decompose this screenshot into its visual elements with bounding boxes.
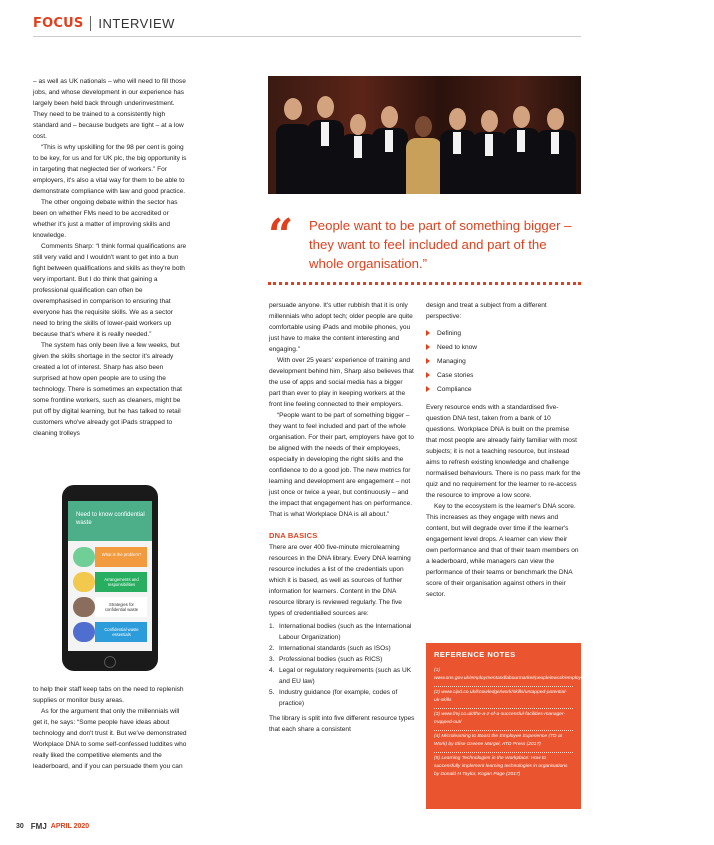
- list-item: Defining: [426, 326, 581, 340]
- bullet-icon: [426, 386, 430, 392]
- category-label: INTERVIEW: [98, 15, 175, 31]
- item-icon: [73, 597, 95, 617]
- reference-item: (1) www.ons.gov.uk/employmentandlabourmarket/peopleinwork/employmentandemployeetypes/bulletins/uklabourmarket/august2019: [434, 665, 573, 687]
- paragraph: The library is split into five different resource types that each share a consistent: [269, 715, 415, 733]
- reference-item: (5) Learning Technologies in the Workplace: How to successfully implement learning technologies in organisations by Donald H Taylor, Kogan Page (2017): [434, 756, 568, 777]
- bullet-icon: [426, 358, 430, 364]
- header-divider: [90, 16, 91, 31]
- item-label: What is the problem?: [95, 547, 147, 567]
- reference-notes-title: REFERENCE NOTES: [434, 650, 516, 659]
- phone-screen: [68, 501, 152, 651]
- subheading: DNA BASICS: [269, 531, 318, 540]
- quote-mark-icon: “: [268, 210, 294, 261]
- list-item: 2. International standards (such as ISOs): [269, 645, 391, 652]
- paragraph: – as well as UK nationals – who will need to fill those jobs, and whose development in our experience has largely been held back through underinvestment. They need to be trained to a consistently high standard and – because budgets are tight – at a low cost.: [33, 78, 186, 140]
- section-label: FOCUS: [33, 15, 84, 31]
- paragraph: With over 25 years' experience of training and development behind him, Sharp also believes that the use of apps and social media has a bigger part than ever to play in keeping workers at the front line feeling connected to their employers.: [269, 357, 414, 408]
- screen-item: [73, 622, 147, 642]
- section-header: [33, 14, 175, 32]
- column-3: [426, 300, 581, 600]
- paragraph: to help their staff keep tabs on the need to replenish supplies or monitor busy areas.: [33, 686, 184, 704]
- pull-quote-rule: [268, 282, 581, 285]
- column-1-top: [33, 76, 187, 439]
- bullet-icon: [426, 372, 430, 378]
- reference-item: (2) www.cipd.co.uk/knowledge/work/skills/untapped-potential-uk-skills: [434, 687, 573, 709]
- paragraph: “People want to be part of something bigger – they want to feel included and part of the whole organisation. For their part, employers have got to be aligned with the needs of their employees, especially in developing the right skills and the confidence to do a good job. The new metrics for learning and development are engagement – not just once or twice a year, but continuously – and the impact that engagement has on performance. That is what Workplace DNA is all about.”: [269, 412, 414, 518]
- list-item: 3. Professional bodies (such as RICS): [269, 656, 383, 663]
- item-label: Arrangements and responsibilities: [95, 572, 147, 592]
- list-item: 1. International bodies (such as the International Labour Organization): [269, 623, 412, 641]
- header-rule: [33, 36, 581, 37]
- paragraph: “This is why upskilling for the 98 per cent is going to be key, for us and for UK plc, the big opportunity is in targeting that neglected tier of workers.” For employers, it's also a vital way for them to be able to demonstrate compliance with law and good practice.: [33, 144, 187, 195]
- page-footer: [16, 822, 89, 831]
- reference-item: (3) www.fmj.co.uk/the-a-z-of-a-successful-facilities-manager-mapped-out/: [434, 709, 573, 731]
- screen-item: [73, 572, 147, 592]
- issue-date: APRIL 2020: [50, 823, 90, 830]
- paragraph: Comments Sharp: “I think formal qualifications are still very valid and I wouldn't want to get into a bun fight between qualifications and skills as they're both very important. But I do think that gaining a professional qualification can often be overemphasised in comparison to ensuring that everyone has the requisite skills. We as a sector need to bring the skills of lower-paid workers up because that's where it is really needed.”: [33, 243, 187, 338]
- column-2: [269, 300, 415, 735]
- paragraph: Key to the ecosystem is the learner's DNA score. This increases as they engage with news and content, but will degrade over time if the learner's engagement level drops. A learner can view their own performance and that of their team members on a leaderboard, while managers can view the performance of their teams or benchmark the DNA score of their organisation against others in their sector.: [426, 503, 579, 598]
- column-1-bottom: [33, 684, 187, 772]
- list-item: Compliance: [426, 382, 581, 396]
- perspective-list: [426, 326, 581, 396]
- sources-list: [269, 621, 415, 709]
- person: [534, 102, 578, 194]
- pull-quote: People want to be part of something bigger – they want to feel included and part of the whole organisation.”: [309, 218, 572, 271]
- phone-image: [62, 485, 158, 671]
- page-number: 30: [16, 823, 24, 830]
- bullet-icon: [426, 330, 430, 336]
- screen-item: [73, 547, 147, 567]
- paragraph: persuade anyone. It's utter rubbish that it is only millennials who adopt tech; older people are quite comfortable using iPads and mobile phones, you just have to make the content interesting and engaging.”: [269, 302, 413, 353]
- paragraph: As for the argument that only the millennials will get it, he says: “Some people have ideas about technology and don't trust it. But we've demonstrated Workplace DNA to some self-confessed luddites who really liked the competitive elements and the leaderboard, and if you can persuade them you can: [33, 708, 187, 770]
- group-photo: [268, 76, 581, 194]
- list-item: 4. Legal or regulatory requirements (such as UK and EU law): [269, 667, 412, 685]
- paragraph: Every resource ends with a standardised five-question DNA test, taken from a bank of 10 questions. Workplace DNA is built on the premise that most people are already fairly familiar with most subjects; it is not a teaching resource, but instead aims to refresh existing knowledge and challenge normalised behaviours. There is no pass mark for the quiz and no requirement for the learner to re-access the resource to improve a low score.: [426, 404, 581, 499]
- list-item: 5. Industry guidance (for example, codes of practice): [269, 689, 398, 707]
- bullet-icon: [426, 344, 430, 350]
- screen-item: [73, 597, 147, 617]
- list-item: Need to know: [426, 340, 581, 354]
- reference-item: (4) Microlearning to Boost the Employee Experience (TD at Work) by Elise Greene Margel, ATD Press (2017): [434, 731, 573, 753]
- item-label: Strategies for confidential waste: [95, 597, 147, 617]
- paragraph: design and treat a subject from a different perspective:: [426, 302, 547, 320]
- item-icon: [73, 547, 95, 567]
- list-item: Managing: [426, 354, 581, 368]
- paragraph: There are over 400 five-minute microlearning resources in the DNA library. Every DNA learning resource includes a list of the credentials upon which it is based, as well as sources of further information for learners. Content in the DNA resource library is reviewed regularly. The five types of credentialled sources are:: [269, 544, 411, 617]
- paragraph: The system has only been live a few weeks, but given the skills shortage in the sector it's already created a lot of interest. Sharp has also been surprised at how open people are to using the technology. There is sometimes an expectation that some frontline workers, such as cleaners, might be put off by digital learning, but he has talked to retail customers who've already got iPads strapped to cleaning trolleys: [33, 342, 182, 437]
- item-label: Confidential waste essentials: [95, 622, 147, 642]
- magazine-logo: FMJ: [30, 822, 47, 831]
- reference-notes-box: [426, 643, 714, 809]
- paragraph: The other ongoing debate within the sector has been on whether FMs need to be accredited or whether it's just a matter of improving skills and knowledge.: [33, 199, 178, 239]
- home-button-icon: [104, 656, 116, 668]
- item-icon: [73, 622, 95, 642]
- list-item: Case stories: [426, 368, 581, 382]
- screen-title: Need to know confidential waste: [68, 501, 152, 541]
- item-icon: [73, 572, 95, 592]
